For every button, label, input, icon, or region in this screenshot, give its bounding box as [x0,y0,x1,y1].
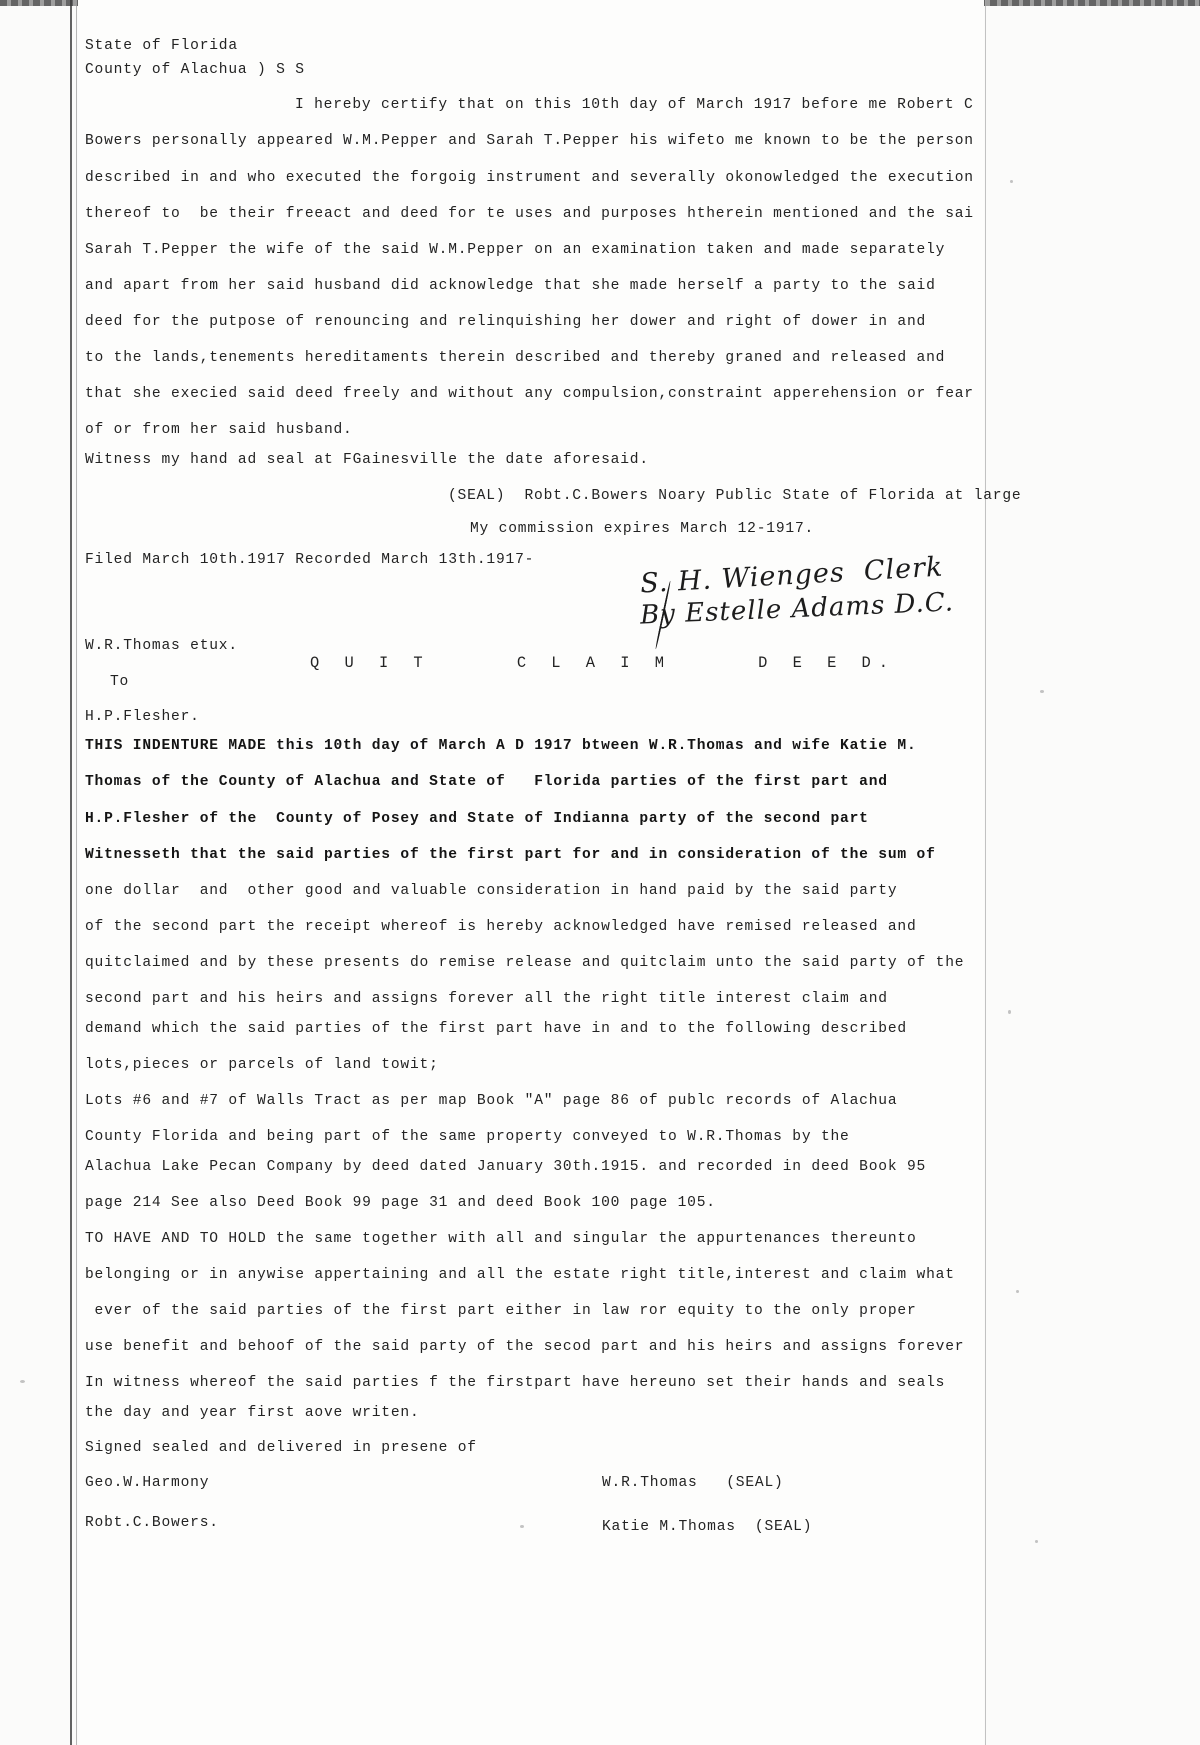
scan-speck [1008,1010,1011,1014]
deed-line-19: In witness whereof the said parties f the firstpart have hereuno set their hands and seals [85,1375,946,1391]
ack-line-9: that she execied said deed freely and without any compulsion,constraint apperehension or fear [85,386,974,402]
witness-1: Geo.W.Harmony [85,1475,210,1491]
ack-line-8: to the lands,tenements hereditaments therein described and thereby graned and released and [85,350,946,366]
deed-line-4: Witnesseth that the said parties of the first part for and in consideration of the sum of [85,847,936,863]
scan-speck [1016,1290,1019,1293]
paper-surface [78,0,984,1745]
deed-line-5: one dollar and other good and valuable consideration in hand paid by the said party [85,883,898,899]
deed-line-15: TO HAVE AND TO HOLD the same together with all and singular the appurtenances thereunto [85,1231,917,1247]
deed-line-17: ever of the said parties of the first part either in law ror equity to the only proper [85,1303,917,1319]
deed-line-1: THIS INDENTURE MADE this 10th day of March A D 1917 btween W.R.Thomas and wife Katie M. [85,738,917,754]
deed-line-11: Lots #6 and #7 of Walls Tract as per map Book "A" page 86 of publc records of Alachua [85,1093,898,1109]
deed-line-21: Signed sealed and delivered in presene of [85,1440,477,1456]
witness-2: Robt.C.Bowers. [85,1515,219,1531]
notary-commission-line: My commission expires March 12-1917. [470,521,815,537]
scan-speck [1040,690,1044,693]
deed-line-9: demand which the said parties of the first part have in and to the following described [85,1021,907,1037]
scan-speck [520,1525,524,1528]
ack-line-5: Sarah T.Pepper the wife of the said W.M.Pepper on an examination taken and made separately [85,242,946,258]
deed-line-18: use benefit and behoof of the said party of the secod part and his heirs and assigns forever [85,1339,965,1355]
filed-recorded-line: Filed March 10th.1917 Recorded March 13th.1917- [85,552,535,568]
deed-line-20: the day and year first aove writen. [85,1405,420,1421]
to-caption: To [110,674,130,690]
scan-left-border-secondary [76,0,77,1745]
scan-right-border [985,0,986,1745]
deed-line-3: H.P.Flesher of the County of Posey and State of Indianna party of the second part [85,811,869,827]
scan-speck [1010,180,1013,183]
ack-line-7: deed for the putpose of renouncing and relinquishing her dower and right of dower in and [85,314,927,330]
signature-2: Katie M.Thomas (SEAL) [602,1519,813,1535]
deed-title: Q U I T C L A I M D E E D. [310,654,897,672]
clerk-signature-line-2: By Estelle Adams D.C. [639,587,955,631]
county-line: County of Alachua ) S S [85,62,305,78]
witness-seal-line: Witness my hand ad seal at FGainesville the date aforesaid. [85,452,649,468]
grantor-caption: W.R.Thomas etux. [85,638,238,654]
ack-line-6: and apart from her said husband did acknowledge that she made herself a party to the said [85,278,936,294]
state-line: State of Florida [85,38,238,54]
signature-1: W.R.Thomas (SEAL) [602,1475,784,1491]
deed-line-6: of the second part the receipt whereof is hereby acknowledged have remised released and [85,919,917,935]
clerk-signature-line-1: S. H. Wienges Clerk [639,551,945,600]
deed-line-2: Thomas of the County of Alachua and State of Florida parties of the first part and [85,774,888,790]
deed-line-14: page 214 See also Deed Book 99 page 31 and deed Book 100 page 105. [85,1195,716,1211]
grantee-caption: H.P.Flesher. [85,709,200,725]
ack-line-1: I hereby certify that on this 10th day of March 1917 before me Robert C [295,97,974,113]
deed-line-12: County Florida and being part of the same property conveyed to W.R.Thomas by the [85,1129,850,1145]
ack-line-10: of or from her said husband. [85,422,353,438]
deed-line-8: second part and his heirs and assigns forever all the right title interest claim and [85,991,888,1007]
ack-line-4: thereof to be their freeact and deed for te uses and purposes htherein mentioned and the sai [85,206,974,222]
deed-line-16: belonging or in anywise appertaining and all the estate right title,interest and claim what [85,1267,955,1283]
scan-speck [20,1380,25,1383]
deed-line-7: quitclaimed and by these presents do remise release and quitclaim unto the said party of the [85,955,965,971]
ack-line-2: Bowers personally appeared W.M.Pepper and Sarah T.Pepper his wifeto me known to be the person [85,133,974,149]
deed-line-10: lots,pieces or parcels of land towit; [85,1057,439,1073]
deed-line-13: Alachua Lake Pecan Company by deed dated January 30th.1915. and recorded in deed Book 95 [85,1159,927,1175]
scan-speck [1035,1540,1038,1543]
ack-line-3: described in and who executed the forgoig instrument and severally okonowledged the execution [85,170,974,186]
notary-seal-line: (SEAL) Robt.C.Bowers Noary Public State of Florida at large [448,488,1022,504]
scan-left-border [70,0,72,1745]
